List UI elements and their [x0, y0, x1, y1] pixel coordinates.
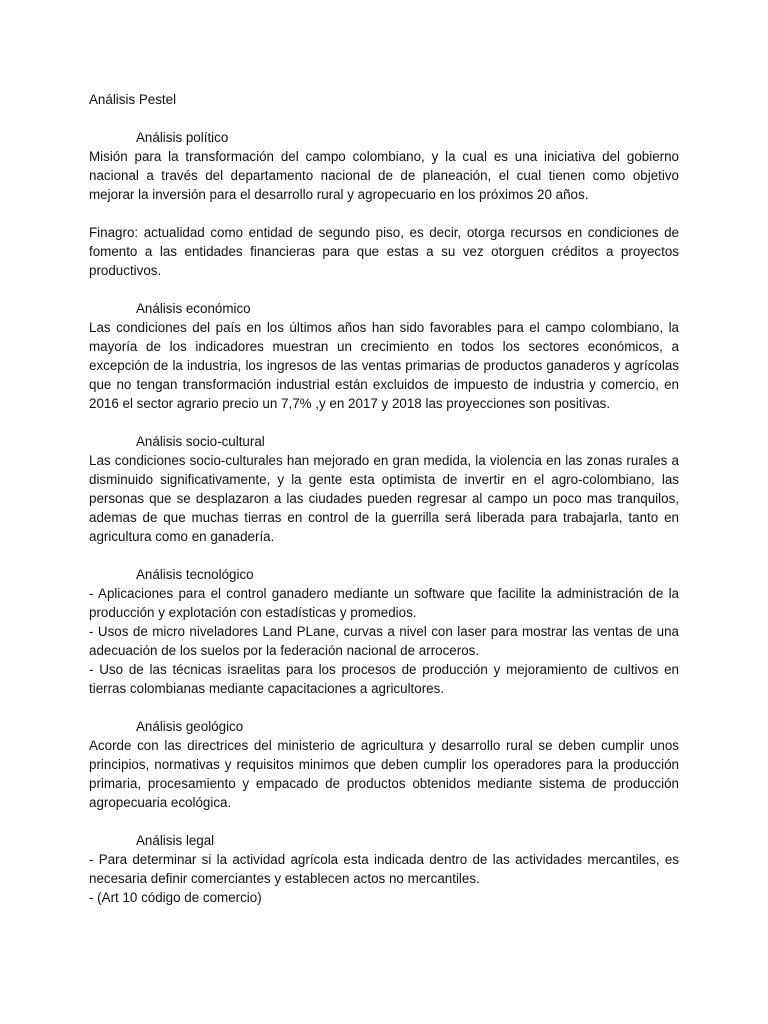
- section-heading-politico: Análisis político: [136, 130, 229, 145]
- section-heading-economico: Análisis económico: [136, 301, 251, 316]
- paragraph-politico-1: Misión para la transformación del campo colombiano, y la cual es una iniciativa del gobierno nacional a través del departamento nacional de de planeación, el cual tienen como objetivo mejorar la inversión para el desarrollo rural y agropecuario en los próximos 20 años.: [89, 149, 679, 202]
- bullet-tecnologico-1: - Aplicaciones para el control ganadero mediante un software que facilite la administración de la producción y explotación con estadísticas y promedios.: [89, 586, 679, 620]
- bullet-tecnologico-2: - Usos de micro niveladores Land PLane, curvas a nivel con laser para mostrar las ventas de una adecuación de los suelos por la federación nacional de arroceros.: [89, 624, 679, 658]
- section-economico: [89, 299, 679, 413]
- section-tecnologico: [89, 565, 679, 698]
- document-page: [89, 90, 679, 926]
- paragraph-economico-1: Las condiciones del país en los últimos años han sido favorables para el campo colombiano, la mayoría de los indicadores muestran un crecimiento en todos los sectores económicos, a excepción de la industria, los ingresos de las ventas primarias de productos ganaderos y agrícolas que no tengan transformación industrial están excluidos de impuesto de industria y comercio, en 2016 el sector agrario precio un 7,7% ,y en 2017 y 2018 las proyecciones son positivas.: [89, 320, 679, 411]
- bullet-tecnologico-3: - Uso de las técnicas israelitas para los procesos de producción y mejoramiento de cultivos en tierras colombianas mediante capacitaciones a agricultores.: [89, 662, 679, 696]
- paragraph-politico-2: Finagro: actualidad como entidad de segundo piso, es decir, otorga recursos en condiciones de fomento a las entidades financieras para que estas a su vez otorguen créditos a proyectos productivos.: [89, 225, 679, 278]
- bullet-legal-2: - (Art 10 código de comercio): [89, 890, 262, 905]
- section-heading-legal: Análisis legal: [136, 833, 215, 848]
- section-geologico: [89, 717, 679, 812]
- section-heading-tecnologico: Análisis tecnológico: [136, 567, 254, 582]
- document-title: Análisis Pestel: [89, 92, 177, 107]
- section-heading-geologico: Análisis geológico: [136, 719, 244, 734]
- section-legal: [89, 831, 679, 907]
- paragraph-socio-cultural-1: Las condiciones socio-culturales han mejorado en gran medida, la violencia en las zonas rurales a disminuido significativamente, y la gente esta optimista de invertir en el agro-colombiano, las personas que se desplazaron a las ciudades pueden regresar al campo un poco mas tranquilos, ademas de que muchas tierras en control de la guerrilla será liberada para trabajarla, tanto en agricultura como en ganadería.: [89, 453, 679, 544]
- section-heading-socio-cultural: Análisis socio-cultural: [136, 434, 265, 449]
- bullet-legal-1: - Para determinar si la actividad agrícola esta indicada dentro de las actividades mercantiles, es necesaria definir comerciantes y establecen actos no mercantiles.: [89, 852, 679, 886]
- section-socio-cultural: [89, 432, 679, 546]
- paragraph-geologico-1: Acorde con las directrices del ministerio de agricultura y desarrollo rural se deben cumplir unos principios, normativas y requisitos minimos que deben cumplir los operadores para la producción primaria, procesamiento y empacado de productos obtenidos mediante sistema de producción agropecuaria ecológica.: [89, 738, 679, 810]
- section-politico: [89, 128, 679, 280]
